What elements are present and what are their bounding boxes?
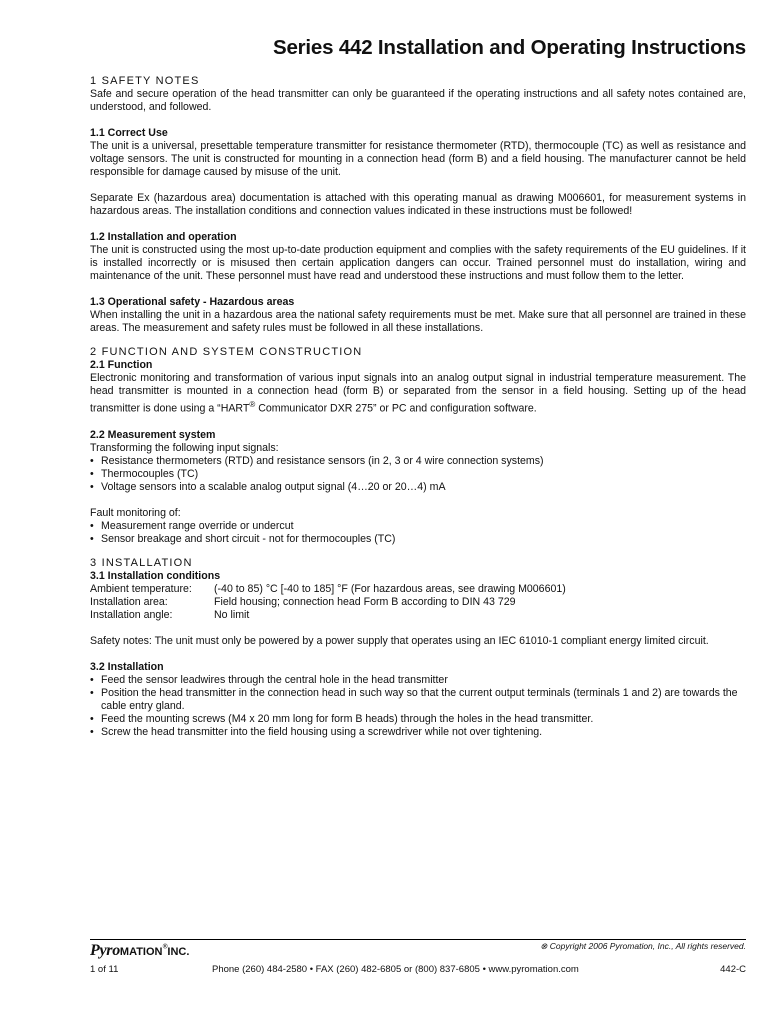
logo-registered-mark: ® (162, 942, 168, 951)
installation-steps-list (90, 674, 746, 739)
section-1-1-title: 1.1 Correct Use (90, 127, 168, 139)
section-3-2-title: 3.2 Installation (90, 660, 164, 673)
list-item: • Position the head transmitter in the connection head in such way so that the current output terminals (terminals 1 and 2) are towards the cable entry gland. (90, 687, 746, 713)
section-2-2-intro: Transforming the following input signals: (90, 441, 279, 454)
section-3-heading: 3 INSTALLATION (90, 556, 193, 569)
list-item: • Sensor breakage and short circuit - not for thermocouples (TC) (90, 533, 746, 546)
section-1-3-paragraph: When installing the unit in a hazardous area the national safety requirements must be met. Make sure that all personnel are trained in these areas. The measurement and safety rules must be followed in all these installations. (90, 309, 746, 334)
document-title: Series 442 Installation and Operating Instructions (272, 36, 746, 59)
footer-divider (90, 939, 746, 940)
section-2-2-title: 2.2 Measurement system (90, 428, 216, 441)
condition-row (90, 583, 746, 596)
condition-value: Field housing; connection head Form B according to DIN 43 729 (214, 595, 516, 608)
list-item: • Voltage sensors into a scalable analog output signal (4…20 or 20…4) mA (90, 481, 746, 494)
document-body (90, 74, 746, 739)
section-1-2-title: 1.2 Installation and operation (90, 231, 237, 243)
section-1-heading: 1 SAFETY NOTES (90, 75, 200, 87)
section-1-1-paragraph-2: Separate Ex (hazardous area) documentation is attached with this operating manual as drawing M006601, for measurement systems in hazardous areas. The installation conditions and connection values indicated in these instructions must be followed! (90, 192, 746, 217)
section-2-heading: 2 FUNCTION AND SYSTEM CONSTRUCTION (90, 346, 363, 358)
fault-monitoring-intro: Fault monitoring of: (90, 506, 181, 519)
list-item: • Resistance thermometers (RTD) and resistance sensors (in 2, 3 or 4 wire connection systems) (90, 455, 746, 468)
section-1-3-title: 1.3 Operational safety - Hazardous areas (90, 296, 295, 308)
logo-script-text: Pyro (90, 942, 120, 959)
section-1-1-paragraph-1: The unit is a universal, presettable temperature transmitter for resistance thermometer (RTD), thermocouple (TC) as well as resistance and voltage sensors. The unit is constructed for mounting in a connection head (form B) and a field housing. The manufacturer cannot be held responsible for damage caused by misuse of the unit. (90, 140, 746, 178)
section-1-2-paragraph: The unit is constructed using the most up-to-date production equipment and complies with the safety requirements of the EU guidelines. If it is installed incorrectly or is misused then certain application dangers can occur. Trained personnel must do installation, wiring and maintenance of the unit. These personnel must have read and understood these instructions and must follow them to the letter. (90, 244, 746, 282)
list-item: • Thermocouples (TC) (90, 468, 746, 481)
copyright-notice: ⊗ Copyright 2006 Pyromation, Inc., All rights reserved. (540, 941, 746, 951)
page-number: 1 of 11 (90, 964, 119, 975)
document-code: 442-C (720, 964, 746, 975)
list-item: • Feed the sensor leadwires through the central hole in the head transmitter (90, 674, 746, 687)
section-2-1-paragraph (90, 372, 746, 416)
condition-label: Installation area: (90, 595, 168, 608)
condition-value: No limit (214, 608, 250, 621)
document-page (90, 32, 746, 739)
condition-label: Installation angle: (90, 608, 173, 621)
condition-value: (-40 to 85) °C [-40 to 185] °F (For hazardous areas, see drawing M006601) (214, 582, 566, 595)
fault-monitoring-list (90, 520, 746, 546)
logo-inc-text: INC. (167, 946, 190, 958)
section-2-1-text-b: Communicator DXR 275” or PC and configuration software. (255, 402, 537, 415)
section-2-1-title: 2.1 Function (90, 359, 153, 371)
logo-caps-text: MATION (119, 946, 163, 958)
list-item: • Measurement range override or undercut (90, 520, 746, 533)
section-2-1-text-a: Electronic monitoring and transformation of various input signals into an analog output signal in industrial temperature measurement. The head transmitter is mounted in a connection head (form B) or separated from the sensor in a field housing. Setting up of the head transmitter is done using a “HART (90, 372, 746, 415)
input-signals-list (90, 455, 746, 494)
condition-row (90, 596, 746, 609)
condition-row (90, 609, 746, 622)
safety-note: Safety notes: The unit must only be powered by a power supply that operates using an IEC 61010-1 compliant energy limited circuit. (90, 634, 709, 647)
section-1-intro: Safe and secure operation of the head transmitter can only be guaranteed if the operating instructions and all safety notes contained are, understood, and followed. (90, 88, 746, 113)
list-item: • Screw the head transmitter into the field housing using a screwdriver while not over tightening. (90, 726, 746, 739)
contact-info: Phone (260) 484-2580 • FAX (260) 482-6805 or (800) 837-6805 • www.pyromation.com (212, 964, 579, 975)
pyromation-logo (90, 942, 189, 960)
list-item: • Feed the mounting screws (M4 x 20 mm long for form B heads) through the holes in the head transmitter. (90, 713, 746, 726)
condition-label: Ambient temperature: (90, 582, 192, 595)
installation-conditions (90, 583, 746, 622)
section-3-1-title: 3.1 Installation conditions (90, 569, 221, 582)
registered-mark: ® (249, 400, 256, 409)
